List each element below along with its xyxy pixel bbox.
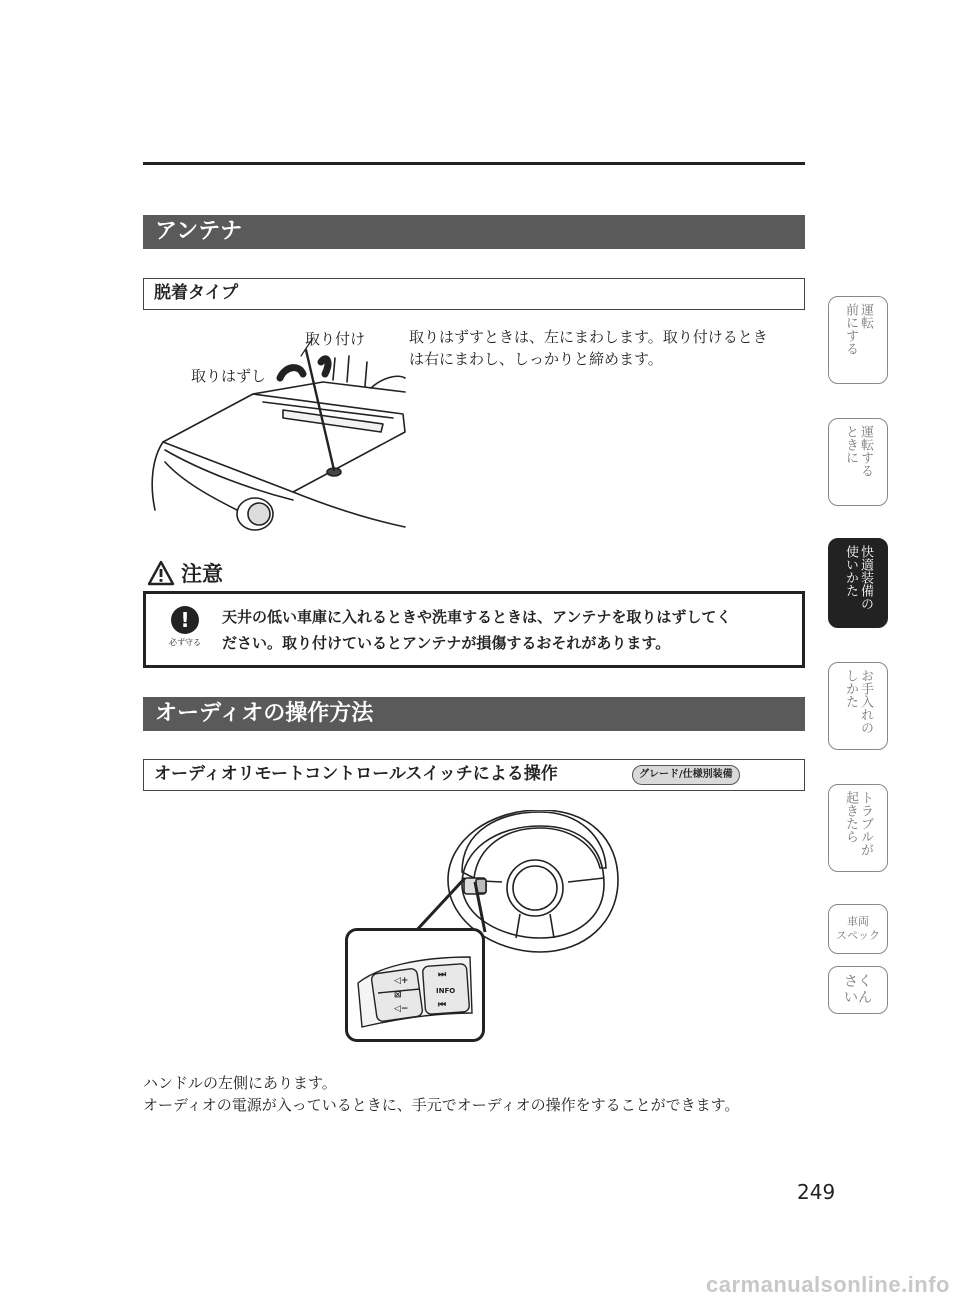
side-tab-while-driving[interactable] (828, 418, 888, 506)
audio-description-line-2: オーディオの電源が入っているときに、手元でオーディオの操作をすることができます。 (143, 1096, 740, 1114)
subsection-audio-remote-switch: オーディオリモートコントロールスイッチによる操作 (143, 759, 805, 791)
side-tab-comfort-features-line-1: 快適装備の (858, 545, 873, 610)
side-tab-while-driving-line-1: 運転する (858, 425, 873, 477)
side-tab-maintenance[interactable] (828, 662, 888, 750)
caution-label: 注意 (181, 562, 223, 586)
caution-heading (147, 558, 223, 588)
mute-icon[interactable]: ⊠ (394, 990, 402, 1000)
callout-attach: 取り付け (305, 330, 366, 348)
side-tab-maintenance-line-1: お手入れの (858, 669, 873, 734)
antenna-description (409, 326, 805, 370)
must-observe-label: 必ず守る (169, 638, 201, 647)
audio-switch-closeup (345, 928, 485, 1042)
side-tab-comfort-features-line-2: 使いかた (843, 545, 858, 597)
caution-text-line-2: ださい。取り付けているとアンテナが損傷するおそれがあります。 (222, 634, 671, 652)
side-tab-before-driving-line-1: 運転 (858, 303, 873, 329)
caution-text (222, 604, 802, 656)
callout-detach: 取りはずし (191, 367, 267, 385)
side-tab-comfort-features[interactable] (828, 538, 888, 628)
side-tab-before-driving[interactable] (828, 296, 888, 384)
antenna-description-line-1: 取りはずすときは、左にまわします。取り付けるとき (409, 328, 768, 346)
subsection-detachable-type: 脱着タイプ (143, 278, 805, 310)
side-tab-vehicle-specs-line-1: 車両 (847, 915, 869, 928)
side-tab-maintenance-line-2: しかた (843, 669, 858, 708)
volume-up-icon[interactable]: ◁+ (394, 976, 409, 986)
audio-description-line-1: ハンドルの左側にあります。 (143, 1074, 337, 1092)
audio-switch-panel (348, 931, 482, 1039)
caution-text-line-1: 天井の低い車庫に入れるときや洗車するときは、アンテナを取りはずしてく (222, 608, 732, 626)
top-rule (143, 162, 805, 165)
previous-track-icon[interactable]: ⏮ (438, 1000, 447, 1010)
info-button[interactable]: INFO (436, 987, 456, 995)
grade-spec-badge: グレード/仕様別装備 (632, 765, 740, 785)
caution-box (143, 591, 805, 668)
section-title-antenna: アンテナ (143, 215, 805, 249)
audio-description (143, 1072, 823, 1116)
side-tab-index-line-2: いん (844, 990, 872, 1006)
warning-triangle-icon (147, 560, 175, 586)
must-observe-mark (164, 606, 206, 648)
antenna-description-line-2: は右にまわし、しっかりと締めます。 (409, 350, 663, 368)
next-track-icon[interactable]: ⏭ (438, 970, 447, 980)
side-tab-index[interactable] (828, 966, 888, 1014)
side-tab-before-driving-line-2: 前にする (843, 303, 858, 355)
section-title-audio-operation: オーディオの操作方法 (143, 697, 805, 731)
side-tab-vehicle-specs-line-2: スペック (836, 929, 880, 942)
volume-down-icon[interactable]: ◁− (394, 1004, 409, 1014)
exclamation-icon: ! (171, 606, 199, 634)
side-tab-troubleshooting-line-1: トラブルが (858, 791, 873, 856)
side-tab-troubleshooting-line-2: 起きたら (843, 791, 858, 843)
side-tab-vehicle-specs[interactable] (828, 904, 888, 954)
side-tab-while-driving-line-2: ときに (843, 425, 858, 464)
page-number: 249 (797, 1180, 836, 1204)
watermark: carmanualsonline.info (706, 1272, 950, 1297)
side-tab-troubleshooting[interactable] (828, 784, 888, 872)
side-tab-index-line-1: さく (844, 974, 872, 990)
antenna-illustration (143, 322, 408, 532)
